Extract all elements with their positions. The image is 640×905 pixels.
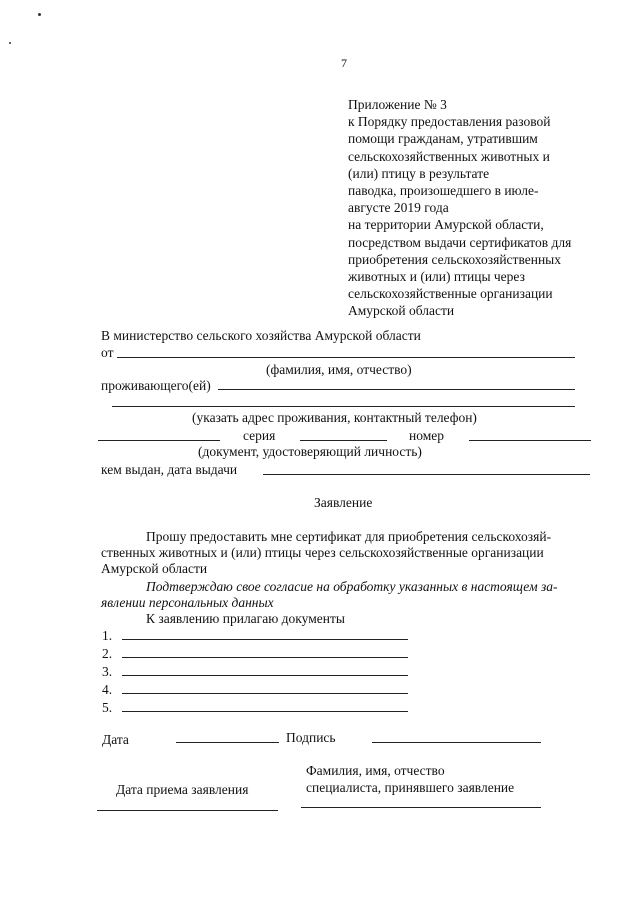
residing-label: проживающего(ей) [101, 378, 211, 393]
attachment-number: 1. [102, 628, 113, 643]
attachment-number: 2. [102, 646, 113, 661]
appendix-line: посредством выдачи сертификатов для [348, 234, 572, 250]
series-field[interactable] [300, 440, 387, 441]
document-type-field[interactable] [98, 440, 220, 441]
appendix-line: августе 2019 года [348, 200, 449, 216]
number-field[interactable] [469, 440, 591, 441]
consent-line-2: явлении персональных данных [101, 595, 274, 610]
applicant-name-field[interactable] [117, 357, 575, 358]
page-number: 7 [341, 56, 347, 70]
signature-label: Подпись [286, 730, 336, 745]
number-label: номер [409, 428, 445, 443]
date-label: Дата [102, 732, 129, 747]
fio-hint: (фамилия, имя, отчество) [266, 362, 412, 377]
appendix-line: к Порядку предоставления разовой [348, 114, 551, 130]
date-field[interactable] [176, 742, 279, 743]
attachments-label: К заявлению прилагаю документы [146, 611, 345, 626]
document-hint: (документ, удостоверяющий личность) [198, 444, 422, 459]
request-line-1: Прошу предоставить мне сертификат для приобретения сельскохозяй- [146, 529, 552, 544]
appendix-line: сельскохозяйственных животных и [348, 148, 550, 164]
appendix-line: сельскохозяйственные организации [348, 286, 553, 302]
receipt-date-field[interactable] [97, 810, 278, 811]
attachment-number: 4. [102, 682, 113, 697]
scan-speck [9, 42, 11, 44]
attachment-field[interactable] [122, 639, 408, 640]
attachment-field[interactable] [122, 711, 408, 712]
appendix-line: паводка, произошедшего в июле- [348, 183, 539, 199]
scan-speck [38, 13, 41, 16]
appendix-header [348, 96, 571, 320]
issued-label: кем выдан, дата выдачи [101, 462, 238, 477]
address-field-2[interactable] [112, 406, 575, 407]
appendix-line: на территории Амурской области, [348, 217, 544, 233]
consent-line-1: Подтверждаю свое согласие на обработку указанных в настоящем за- [146, 579, 558, 594]
signature-field[interactable] [372, 742, 541, 743]
statement-title: Заявление [314, 495, 373, 510]
specialist-label-1: Фамилия, имя, отчество [306, 763, 445, 778]
appendix-line: приобретения сельскохозяйственных [348, 251, 562, 267]
specialist-label-2: специалиста, принявшего заявление [306, 780, 515, 795]
appendix-line: Амурской области [348, 303, 455, 319]
attachment-field[interactable] [122, 657, 408, 658]
request-line-3: Амурской области [101, 561, 208, 576]
receipt-date-label: Дата приема заявления [116, 782, 249, 797]
appendix-line: помощи гражданам, утратившим [348, 131, 538, 147]
attachment-field[interactable] [122, 675, 408, 676]
address-field-1[interactable] [218, 389, 575, 390]
appendix-line: животных и (или) птицы через [348, 269, 525, 285]
from-label: от [101, 345, 114, 360]
addressee-line: В министерство сельского хозяйства Амурской области [101, 328, 421, 343]
request-line-2: ственных животных и (или) птицы через сельскохозяйственные организации [101, 545, 544, 560]
attachment-number: 5. [102, 700, 113, 715]
series-label: серия [243, 428, 276, 443]
attachment-field[interactable] [122, 693, 408, 694]
attachment-number: 3. [102, 664, 113, 679]
issued-field[interactable] [263, 474, 590, 475]
appendix-line: (или) птицу в результате [348, 165, 490, 181]
specialist-name-field[interactable] [301, 807, 541, 808]
appendix-line: Приложение № 3 [348, 97, 447, 112]
address-hint: (указать адрес проживания, контактный телефон) [192, 410, 477, 425]
